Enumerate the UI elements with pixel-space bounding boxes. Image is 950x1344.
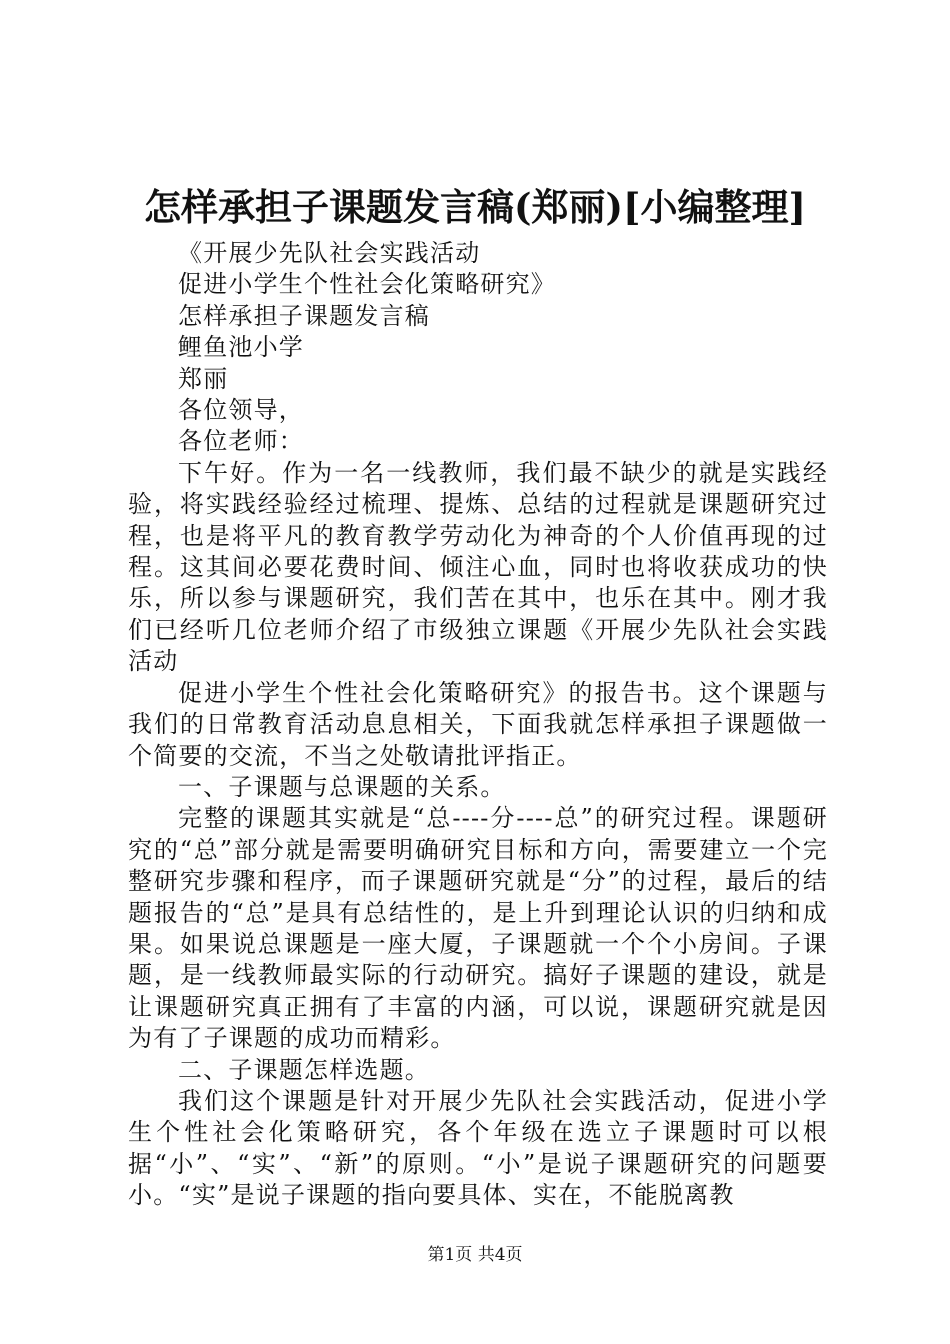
paragraph-section-2: 我们这个课题是针对开展少先队社会实践活动，促进小学生个性社会化策略研究，各个年级在选立子课题时可以根据“小”、“实”、“新”的原则。“小”是说子课题研究的问题要小。“实”是说子课题的指向要具体、实在，不能脱离教 — [128, 1086, 828, 1210]
section-heading-2: 二、子课题怎样选题。 — [178, 1055, 430, 1084]
section-heading-1: 一、子课题与总课题的关系。 — [178, 772, 506, 801]
document-title: 怎样承担子课题发言稿(郑丽)[小编整理] — [143, 185, 807, 229]
document-body — [128, 238, 828, 1212]
paragraph-section-1: 完整的课题其实就是“总----分----总”的研究过程。课题研究的“总”部分就是需要明确研究目标和方向，需要建立一个完整研究步骤和程序，而子课题研究就是“分”的过程，最后的结题报告的“总”是具有总结性的，是上升到理论认识的归纳和成果。如果说总课题是一座大厦，子课题就一个个小房间。子课题，是一线教师最实际的行动研究。搞好子课题的建设，就是让课题研究真正拥有了丰富的内涵，可以说，课题研究就是因为有了子课题的成功而精彩。 — [128, 804, 828, 1053]
heading-line-author: 郑丽 — [178, 364, 229, 393]
salutation-leaders: 各位领导， — [178, 396, 304, 425]
paragraph-report: 促进小学生个性社会化策略研究》的报告书。这个课题与我们的日常教育活动息息相关，下面我就怎样承担子课题做一个简要的交流，不当之处敬请批评指正。 — [128, 678, 828, 770]
page-footer: 第1页 共4页 — [427, 1245, 523, 1265]
heading-line-topic-1: 《开展少先队社会实践活动 — [178, 239, 481, 267]
heading-line-topic-2: 促进小学生个性社会化策略研究》 — [178, 270, 556, 299]
paragraph-intro: 下午好。作为一名一线教师，我们最不缺少的就是实践经验，将实践经验经过梳理、提炼、总结的过程就是课题研究过程，也是将平凡的教育教学劳动化为神奇的个人价值再现的过程。这其间必要花费时间、倾注心血，同时也将收获成功的快乐，所以参与课题研究，我们苦在其中，也乐在其中。刚才我们已经听几位老师介绍了市级独立课题《开展少先队社会实践活动 — [128, 458, 828, 676]
heading-line-school: 鲤鱼池小学 — [178, 333, 304, 362]
salutation-teachers: 各位老师： — [178, 427, 304, 456]
heading-line-subtitle: 怎样承担子课题发言稿 — [178, 301, 430, 330]
